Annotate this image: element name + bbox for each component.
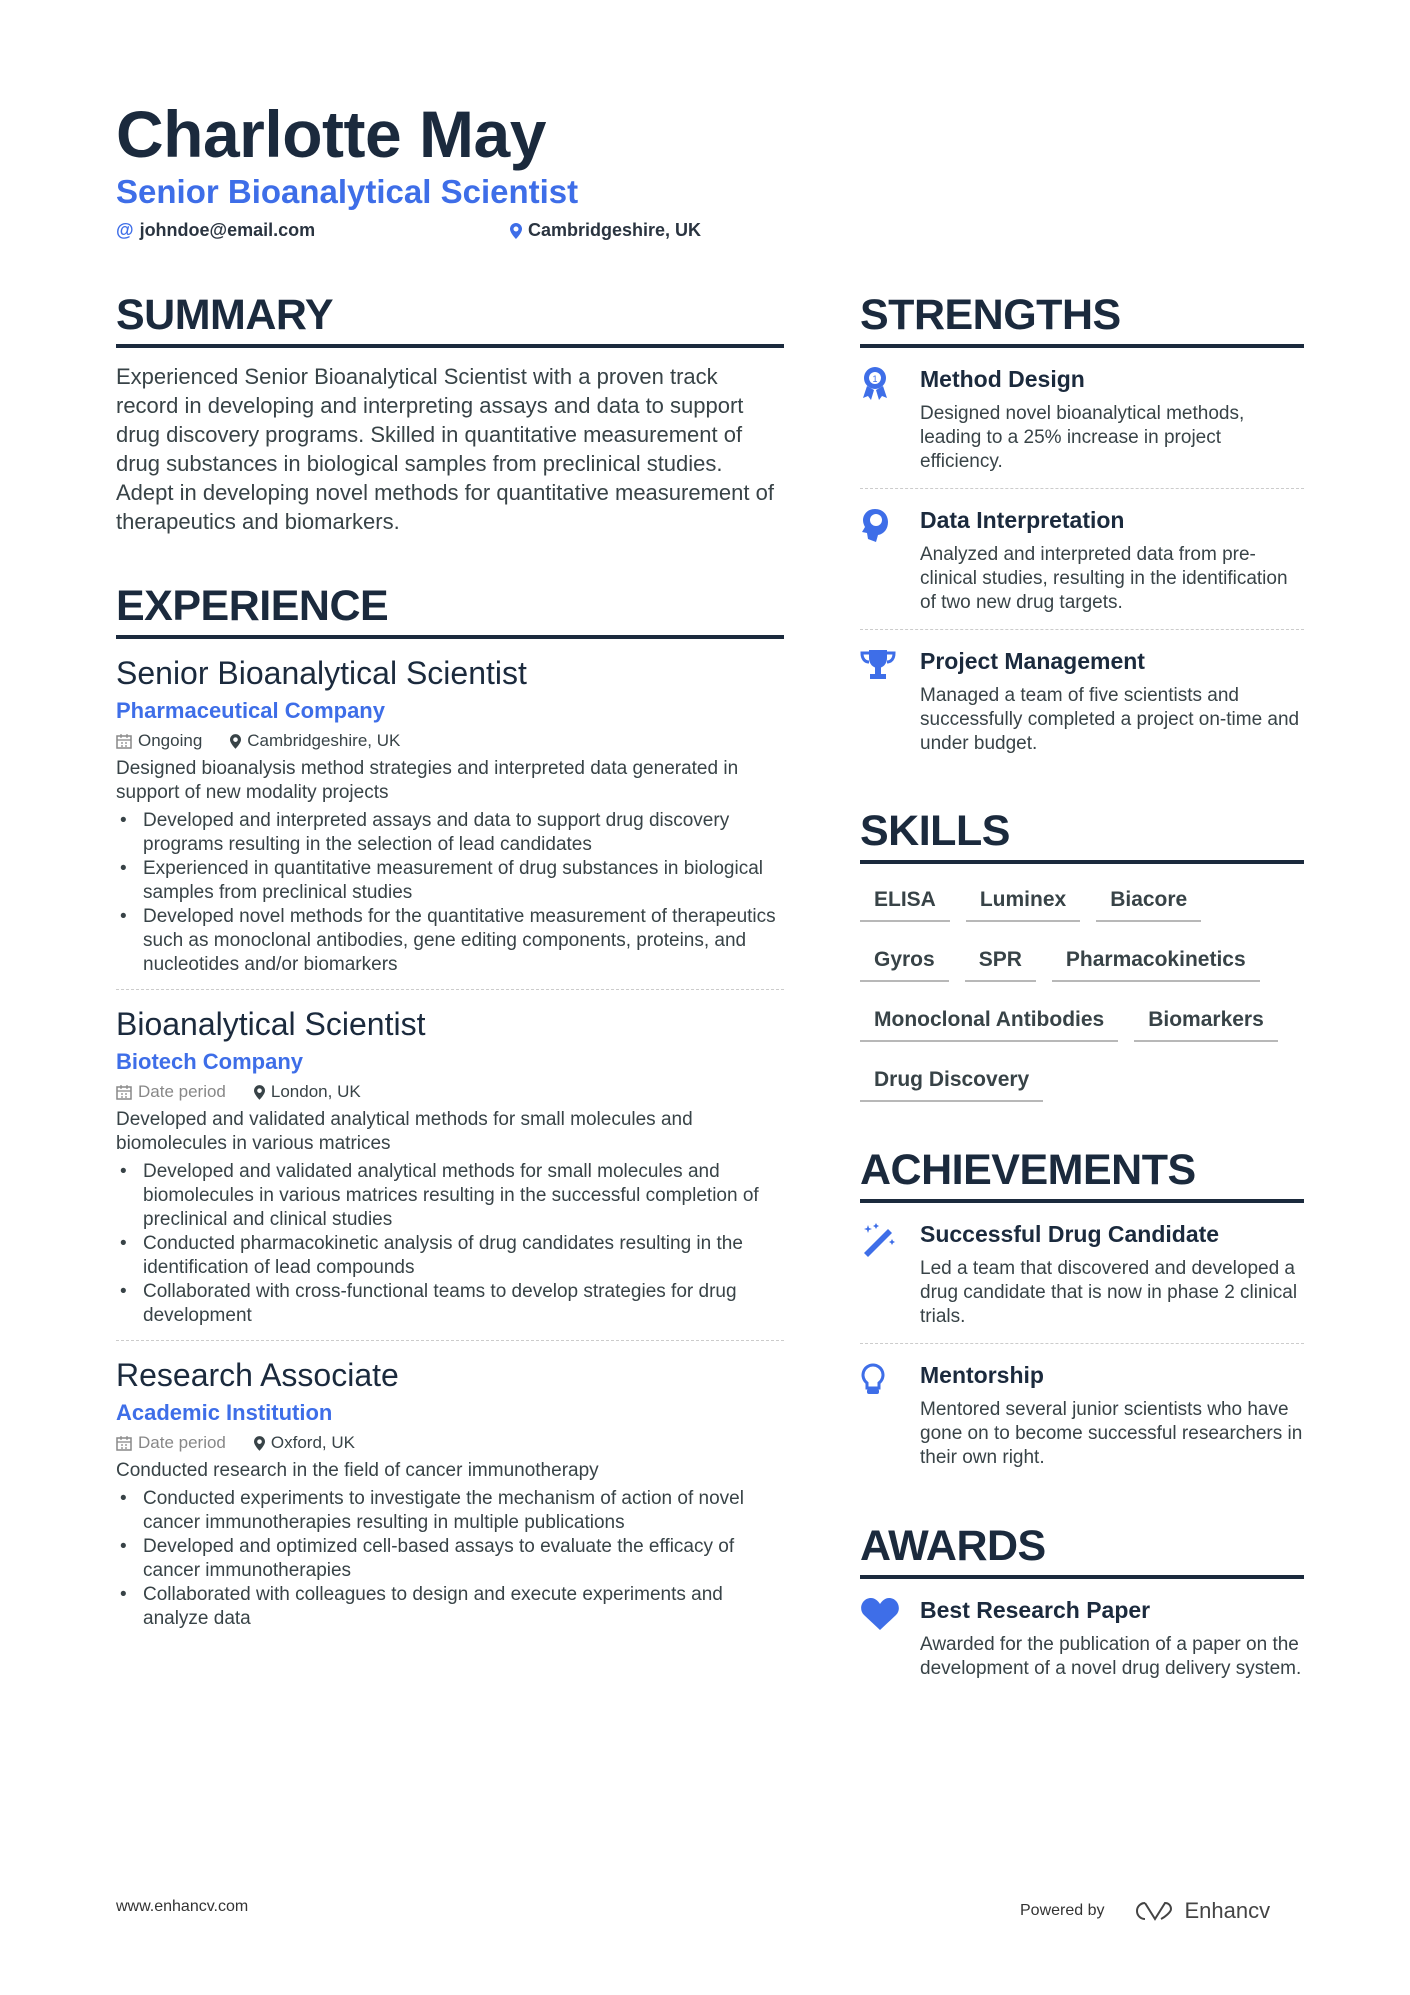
date-text: Date period — [138, 1082, 226, 1101]
heart-icon — [860, 1595, 920, 1681]
location-pin-icon — [510, 223, 522, 239]
bullet-item: • Collaborated with cross-functional teams to develop strategies for drug development — [116, 1280, 784, 1328]
bullet-item: • Conducted pharmacokinetic analysis of drug candidates resulting in the identification of lead compounds — [116, 1232, 784, 1280]
lightbulb-icon — [860, 1360, 920, 1470]
strengths-item — [860, 489, 1304, 630]
item-description: Awarded for the publication of a paper on the development of a novel drug delivery system. — [920, 1634, 1302, 1679]
job-bullets — [116, 1487, 784, 1631]
item-description: Designed novel bioanalytical methods, leading to a 25% increase in project efficiency. — [920, 403, 1245, 472]
job-title: Senior Bioanalytical Scientist — [116, 655, 527, 691]
company-name: Academic Institution — [116, 1400, 333, 1425]
strengths-item — [860, 348, 1304, 489]
item-title: Project Management — [920, 648, 1145, 674]
calendar-icon — [116, 733, 132, 749]
contact-location — [510, 220, 701, 241]
bullet-item: • Developed novel methods for the quantitative measurement of therapeutics such as monoclonal antibodies, gene editing components, proteins, and nucleotides and/or biomarkers — [116, 905, 784, 977]
item-title: Data Interpretation — [920, 507, 1125, 533]
skill-tag: Biacore — [1096, 878, 1201, 922]
awards-section — [860, 1521, 1304, 1695]
achievements-item — [860, 1203, 1304, 1344]
bullet-item: • Experienced in quantitative measurement of drug substances in biological samples from preclinical studies — [116, 857, 784, 905]
section-heading: EXPERIENCE — [116, 581, 784, 639]
email-text: johndoe@email.com — [139, 220, 316, 240]
awards-item — [860, 1579, 1304, 1695]
enhancv-logo-icon — [1131, 1899, 1177, 1923]
skill-tag: Drug Discovery — [860, 1058, 1043, 1102]
job-location — [254, 1433, 355, 1453]
skills-section — [860, 806, 1304, 1118]
section-heading: ACHIEVEMENTS — [860, 1145, 1304, 1203]
summary-section — [116, 290, 784, 536]
item-description: Managed a team of five scientists and successfully completed a project on-time and under budget. — [920, 685, 1300, 754]
location-pin-icon — [254, 1085, 265, 1100]
job-date — [116, 1082, 226, 1102]
item-description: Mentored several junior scientists who have gone on to become successful researchers in their own right. — [920, 1399, 1303, 1468]
contact-email[interactable] — [116, 220, 315, 241]
location-text: Cambridgeshire, UK — [247, 731, 401, 750]
bullet-item: • Conducted experiments to investigate the mechanism of action of novel cancer immunotherapies resulting in multiple publications — [116, 1487, 784, 1535]
at-icon: @ — [116, 220, 134, 240]
company-name: Pharmaceutical Company — [116, 698, 385, 723]
section-heading: SUMMARY — [116, 290, 784, 348]
item-title: Best Research Paper — [920, 1597, 1151, 1623]
job-description: Conducted research in the field of cancer immunotherapy — [116, 1460, 599, 1481]
footer-website[interactable]: www.enhancv.com — [116, 1898, 249, 1915]
achievements-section — [860, 1145, 1304, 1484]
award-ribbon-icon — [860, 364, 920, 474]
summary-text: Experienced Senior Bioanalytical Scientist with a proven track record in developing and interpreting assays and data to support drug discovery programs. Skilled in quantitative measurement of drug substances in biological samples from preclinical studies. Adept in developing novel methods for quantitative measurement of therapeutics and biomarkers. — [116, 364, 774, 534]
item-title: Mentorship — [920, 1362, 1044, 1388]
company-name: Biotech Company — [116, 1049, 304, 1074]
job-bullets — [116, 1160, 784, 1328]
job-location — [230, 731, 400, 751]
skill-tag: Biomarkers — [1134, 998, 1278, 1042]
candidate-name: Charlotte May — [116, 97, 546, 171]
job-title: Bioanalytical Scientist — [116, 1006, 426, 1042]
trophy-icon — [860, 646, 920, 756]
experience-entry — [116, 639, 784, 990]
enhancv-logo — [1131, 1898, 1271, 1924]
skill-tag: ELISA — [860, 878, 950, 922]
job-date — [116, 731, 202, 751]
bullet-item: • Developed and validated analytical methods for small molecules and biomolecules in various matrices resulting in the successful completion of preclinical and clinical studies — [116, 1160, 784, 1232]
bullet-item: • Collaborated with colleagues to design and execute experiments and analyze data — [116, 1583, 784, 1631]
location-text: Oxford, UK — [270, 1433, 355, 1452]
item-title: Successful Drug Candidate — [920, 1221, 1220, 1247]
powered-by-text: Powered by — [1020, 1902, 1105, 1919]
skill-tag: Gyros — [860, 938, 949, 982]
section-heading: SKILLS — [860, 806, 1304, 864]
skill-tag: SPR — [965, 938, 1036, 982]
calendar-icon — [116, 1435, 132, 1451]
location-pin-icon — [254, 1436, 265, 1451]
footer-branding — [1020, 1898, 1270, 1924]
achievements-item — [860, 1344, 1304, 1484]
section-heading: STRENGTHS — [860, 290, 1304, 348]
strengths-section — [860, 290, 1304, 770]
skill-tag: Luminex — [966, 878, 1080, 922]
head-brain-icon — [860, 505, 920, 615]
item-title: Method Design — [920, 366, 1085, 392]
experience-entry — [116, 990, 784, 1341]
experience-entry — [116, 1341, 784, 1643]
calendar-icon — [116, 1084, 132, 1100]
item-description: Analyzed and interpreted data from pre-clinical studies, resulting in the identification of two new drug targets. — [920, 544, 1288, 613]
job-location — [254, 1082, 361, 1102]
date-text: Ongoing — [138, 731, 203, 750]
job-description: Designed bioanalysis method strategies and interpreted data generated in support of new modality projects — [116, 758, 739, 803]
job-date — [116, 1433, 226, 1453]
job-bullets — [116, 809, 784, 977]
section-heading: AWARDS — [860, 1521, 1304, 1579]
candidate-title: Senior Bioanalytical Scientist — [116, 173, 579, 210]
svg-text:1: 1 — [872, 374, 878, 384]
skill-tag: Pharmacokinetics — [1052, 938, 1260, 982]
location-text: London, UK — [270, 1082, 361, 1101]
skill-tag: Monoclonal Antibodies — [860, 998, 1118, 1042]
magic-wand-icon — [860, 1219, 920, 1329]
bullet-item: • Developed and optimized cell-based assays to evaluate the efficacy of cancer immunotherapies — [116, 1535, 784, 1583]
brand-text: Enhancv — [1184, 1898, 1271, 1923]
experience-section — [116, 581, 784, 1643]
location-pin-icon — [230, 734, 241, 749]
date-text: Date period — [138, 1433, 226, 1452]
job-description: Developed and validated analytical methods for small molecules and biomolecules in various matrices — [116, 1109, 693, 1154]
location-text: Cambridgeshire, UK — [528, 220, 702, 240]
bullet-item: • Developed and interpreted assays and data to support drug discovery programs resulting in the selection of lead candidates — [116, 809, 784, 857]
strengths-item — [860, 630, 1304, 770]
item-description: Led a team that discovered and developed a drug candidate that is now in phase 2 clinical trials. — [920, 1258, 1298, 1327]
job-title: Research Associate — [116, 1357, 399, 1393]
